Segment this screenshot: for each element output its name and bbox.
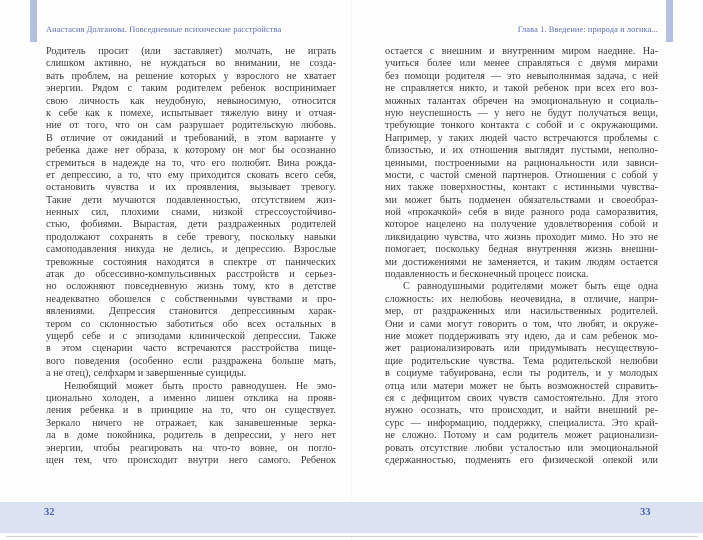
text-line: ликвидацию чувства, что жизнь проходит мимо. Но это не [385, 231, 658, 243]
text-line: ционально холоден, а именно лишен отклика на прояв- [46, 392, 336, 404]
paragraph [46, 46, 336, 381]
text-line: Такие дети мучаются подавленностью, отсутствием жиз- [46, 194, 336, 206]
text-line: вого поведения (особенно если раздражена больше мать, [46, 355, 336, 367]
text-line: нужно осознать, что происходит, и найти внешний ре- [385, 405, 658, 417]
text-line: тером со склонностью заботиться обо всех остальных в [46, 318, 336, 330]
right-page-body [385, 46, 658, 467]
text-line: сложность: их нелюбовь неочевидна, в отличие, напри- [385, 293, 658, 305]
text-line: мер, от раздраженных или насильственных родителей. [385, 306, 658, 318]
text-line: явлениями. Депрессия становится депрессивным харак- [46, 306, 336, 318]
footer-band [0, 502, 703, 533]
paragraph [385, 281, 658, 467]
text-line: ной «прокачкой» себя в виде разного рода саморазвития, [385, 207, 658, 219]
text-line: С равнодушными родителями может быть еще одна [403, 281, 658, 293]
text-line: ровать отсутствие любви усталостью или эмоциональной [385, 442, 658, 454]
left-page-number: 32 [44, 507, 55, 518]
page-bottom-edge [6, 536, 698, 537]
text-line: можных талантах обречен на эмоциональную и социаль- [385, 95, 658, 107]
text-line: близостью, и их отношения выглядят пустыми, неполно- [385, 145, 658, 157]
text-line: ми может быть подменен обязательствами и своеобраз- [385, 194, 658, 206]
text-line: неадекватно обошелся с собственными чувствами и про- [46, 293, 336, 305]
text-line: в этом сценарии часто встречаются расстройства пище- [46, 343, 336, 355]
left-accent-bar [30, 0, 37, 42]
text-line: помогает, поскольку бедная внутренняя жизнь внешни- [385, 244, 658, 256]
text-line: энергии, чтобы реагировать на что-то вовне, он погло- [46, 442, 336, 454]
text-line: В отличие от ожиданий и требований, в этом варианте у [46, 132, 336, 144]
text-line: Родитель просит (или заставляет) молчать, не играть [46, 46, 336, 57]
text-line: стремиться в надежде на то, что его полюбят. Вина рожда- [46, 157, 336, 169]
text-line: вать проблем, на решение которых у взрослого не хватает [46, 70, 336, 82]
text-line: ценными, построенными на рациональности или зависи- [385, 157, 658, 169]
text-line: мости, с частой сменой партнеров. Отношения с собой у [385, 169, 658, 181]
text-line: сурс — информацию, поддержку, специалиста. Это край- [385, 417, 658, 429]
text-line: подавленность и бесконечный процесс поиска. [385, 269, 589, 281]
text-line: самоподавления никуда не делись, и депрессию. Взрослые [46, 244, 336, 256]
text-line: слишком активно, не нуждаться во внимании, не созда- [46, 58, 336, 70]
text-line: ла в доме покойника, родитель в депрессии, у него нет [46, 430, 336, 442]
text-line: ребенка даже нет образа, к которому он мог бы осознанно [46, 145, 336, 157]
text-line: без помощи родителя — это невыполнимая задача, с ней [385, 70, 658, 82]
text-line: стью, фобиями. Вырастая, дети раздраженных родителей [46, 219, 336, 231]
text-line: к себе как к помехе, испытывает тяжелую вину и отчая- [46, 107, 336, 119]
text-line: остается с внешним и внутренним миром наедине. На- [385, 46, 658, 57]
text-line: ет депрессию, а то, что ему приходится сковать всего себя, [46, 169, 336, 181]
right-page-number: 33 [640, 507, 651, 518]
left-page-body [46, 46, 336, 467]
text-line: требующие тонкого контакта с собой и с окружающими. [385, 120, 658, 132]
paragraph [385, 46, 658, 281]
text-line: Зеркало ничего не отражает, как занавешенные зерка- [46, 417, 336, 429]
text-line: не справляется никто, и такой ребенок при всех его воз- [385, 83, 658, 95]
paragraph [46, 381, 336, 468]
text-line: учиться более или менее справляться с двумя мирами [385, 58, 658, 70]
text-line: свою личность как неудобную, невыносимую, относится [46, 95, 336, 107]
text-line: отца или матери может не быть возможностей справить- [385, 380, 658, 392]
text-line: а не отец), селфхарм и завершенные суициды. [46, 368, 247, 380]
text-line: ущерб себе и с эпизодами клинической депрессии. Также [46, 330, 336, 342]
text-line: ления ребенка и в принципе на то, что он существует. [46, 405, 336, 417]
text-line: тревожные состояния находятся в спектре от панических [46, 256, 336, 268]
text-line: Нелюбящий может быть просто равнодушен. Не эмо- [64, 380, 336, 392]
text-line: ние может поддерживать эту идею, да и сам ребенок мо- [385, 330, 658, 342]
text-line: в социуме табуирована, если ты родитель, и у молодых [385, 368, 658, 380]
text-line: жет рационализировать или придумывать несуществую- [385, 343, 658, 355]
text-line: Например, у таких людей часто встречаются проблемы с [385, 132, 658, 144]
text-line: ми достижениями не заменяется, и таким людям остается [385, 256, 658, 268]
right-page [385, 0, 658, 500]
text-line: ную неуспешность — у него не будут получаться вещи, [385, 107, 658, 119]
text-line: ние от того, что он сам разрушает родительскую любовь. [46, 120, 336, 132]
right-accent-bar [666, 0, 673, 42]
text-line: щен тем, что происходит внутри него самого. Ребенок [46, 454, 336, 466]
text-line: Они и сами могут говорить о том, что любят, и окруже- [385, 318, 658, 330]
text-line: сдержанностью, подменять его физической опекой или [385, 454, 658, 466]
page-gutter [351, 0, 352, 540]
text-line: остановить чувства и их проявления, вызывает тревогу. [46, 182, 336, 194]
text-line: атак до обсессивно-компульсивных расстройств и серьез- [46, 269, 336, 281]
left-running-header: Анастасия Долганова. Повседневные психические расстройства [46, 25, 282, 34]
text-line: них также поверхностны, контакт с истинными чувства- [385, 182, 658, 194]
text-line: которое нацелено на получение удовлетворения собой и [385, 219, 658, 231]
text-line: продолжают сохранять в себе тревогу, поскольку навыки [46, 231, 336, 243]
text-line: щие родительские чувства. Тема родительской нелюбви [385, 355, 658, 367]
text-line: энергии. Рядом с таким родителем ребенок воспринимает [46, 83, 336, 95]
left-page [46, 0, 336, 500]
text-line: ненных сил, плохими снами, низкой стрессоустойчиво- [46, 207, 336, 219]
right-running-header: Глава 1. Введение: природа и логика... [517, 25, 658, 34]
text-line: но осложняют повседневную жизнь тому, кто в детстве [46, 281, 336, 293]
text-line: не сложно. Потому и сам родитель может рационализи- [385, 430, 658, 442]
text-line: ся с дефицитом своих чувств самостоятельно. Для этого [385, 392, 658, 404]
